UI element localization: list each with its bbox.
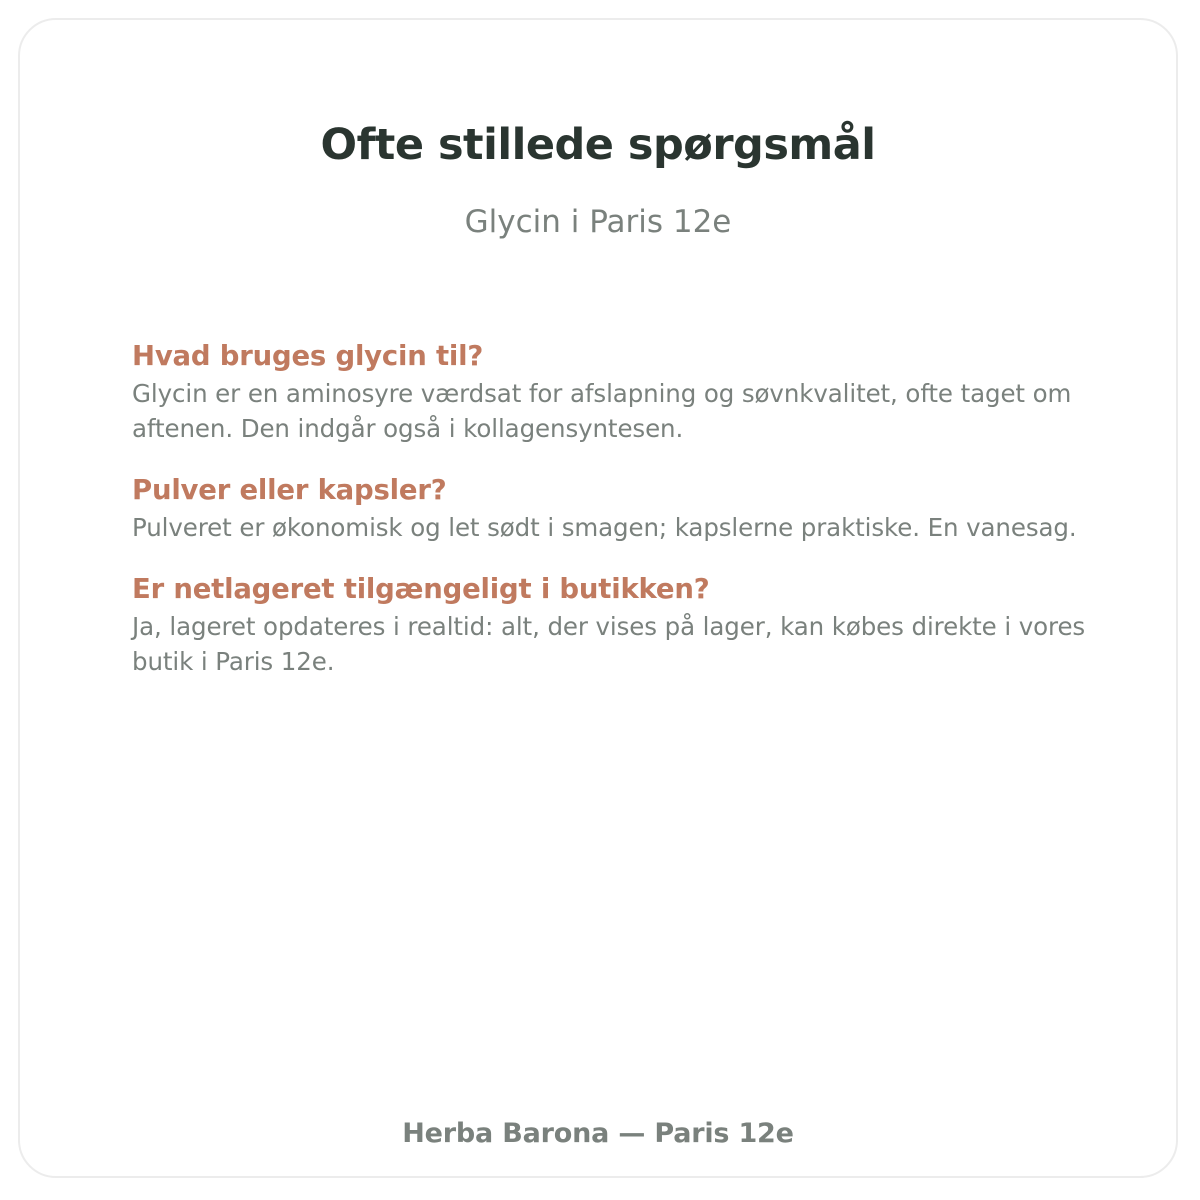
faq-answer: Glycin er en aminosyre værdsat for afslapning og søvnkvalitet, ofte taget om aftenen. Den indgår også i kollagensyntesen. [132,379,1072,443]
faq-list [132,338,1092,705]
faq-question: Er netlageret tilgængeligt i butikken? [132,573,710,605]
faq-item [132,472,1092,545]
faq-question: Hvad bruges glycin til? [132,340,484,372]
footer-store-name: Herba Barona — Paris 12e [402,1117,794,1149]
faq-answer: Ja, lageret opdateres i realtid: alt, der vises på lager, kan købes direkte i vores butik i Paris 12e. [132,612,1086,676]
page-title: Ofte stillede spørgsmål [320,120,876,170]
faq-item [132,571,1092,679]
faq-card [18,18,1178,1178]
faq-question: Pulver eller kapsler? [132,474,447,506]
faq-answer: Pulveret er økonomisk og let sødt i smagen; kapslerne praktiske. En vanesag. [132,513,1077,542]
page-subtitle: Glycin i Paris 12e [464,204,732,240]
faq-item [132,338,1092,446]
